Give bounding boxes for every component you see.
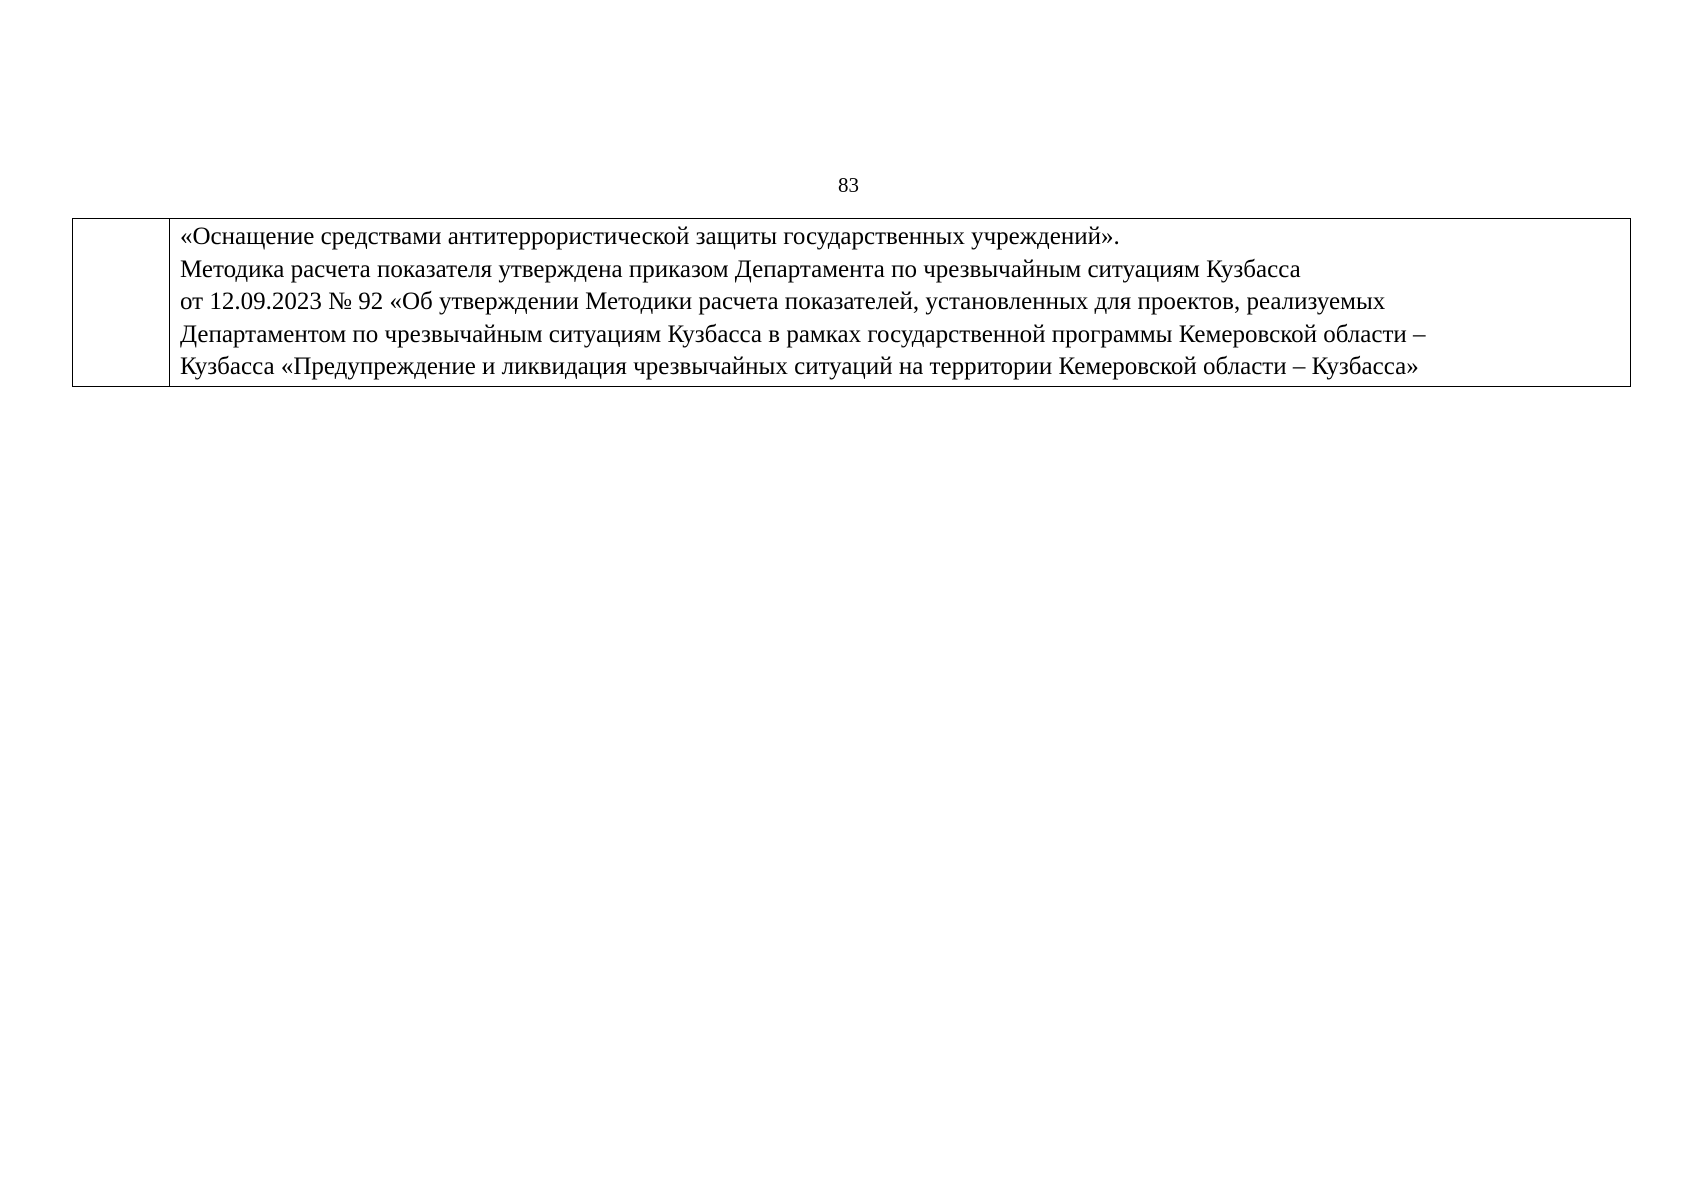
text-line: «Оснащение средствами антитеррористической защиты государственных учреждений». [180, 223, 1120, 250]
document-table [72, 218, 1631, 387]
text-line: от 12.09.2023 № 92 «Об утверждении Методики расчета показателей, установленных для проектов, реализуемых [180, 288, 1386, 316]
table-row [73, 219, 1631, 387]
table-cell-empty [73, 219, 170, 387]
text-line: Методика расчета показателя утверждена приказом Департамента по чрезвычайным ситуациям Кузбасса [180, 255, 1301, 283]
table-cell-text [170, 219, 1631, 387]
text-line: Департаментом по чрезвычайным ситуациям Кузбасса в рамках государственной программы Кемеровской области – [180, 320, 1426, 348]
cell-paragraph [170, 219, 1630, 386]
page-number: 83 [838, 173, 859, 197]
text-line: Кузбасса «Предупреждение и ликвидация чрезвычайных ситуаций на территории Кемеровской области – Кузбасса» [180, 353, 1419, 381]
